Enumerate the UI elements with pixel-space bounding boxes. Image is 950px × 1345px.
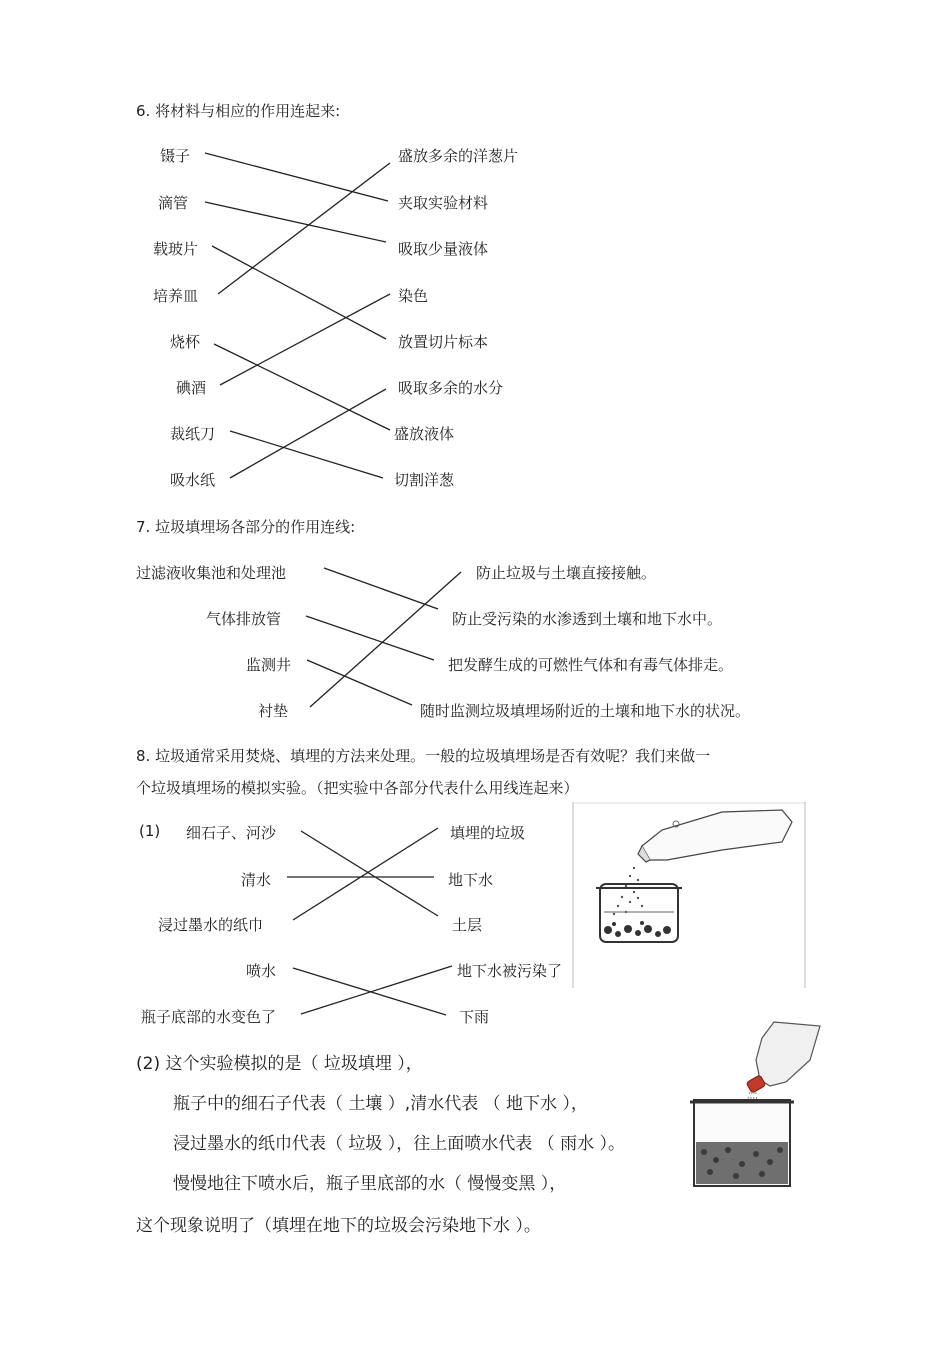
- q8-part1-label: (1): [139, 822, 161, 840]
- q7-left-1: 过滤液收集池和处理池: [136, 564, 287, 582]
- q8-answer-line1: (2) 这个实验模拟的是（ 垃圾填埋 ），: [136, 1054, 423, 1074]
- q7-line-3: [307, 660, 412, 705]
- q6-left-5: 烧杯: [170, 333, 201, 351]
- q6-right-2: 夹取实验材料: [398, 194, 489, 212]
- q7-line-1: [324, 568, 438, 609]
- q6-right-8: 切割洋葱: [394, 471, 455, 489]
- q8-line-5: [301, 966, 452, 1014]
- q6-line-5: [214, 344, 390, 430]
- q8-intro-line1: 8. 垃圾通常采用焚烧、填埋的方法来处理。一般的垃圾填埋场是否有效呢？我们来做一: [136, 747, 711, 765]
- q6-left-7: 裁纸刀: [170, 425, 216, 443]
- experiment-illustration-2: [690, 1020, 825, 1190]
- q7-right-3: 把发酵生成的可燃性气体和有毒气体排走。: [448, 656, 734, 674]
- q6-line-1: [205, 153, 388, 201]
- q6-left-1: 镊子: [160, 147, 191, 165]
- q6-line-2: [205, 202, 386, 242]
- q6-right-3: 吸取少量液体: [398, 240, 489, 258]
- q6-line-8: [230, 389, 386, 478]
- q8-right-3: 土层: [452, 916, 483, 934]
- q8-answer-line2: 瓶子中的细石子代表（ 土壤 ）,清水代表 （ 地下水 ），: [173, 1094, 588, 1114]
- q8-right-2: 地下水: [448, 871, 494, 889]
- experiment-illustration-1: [572, 802, 806, 988]
- q6-right-6: 吸取多余的水分: [398, 379, 504, 397]
- q6-right-1: 盛放多余的洋葱片: [398, 147, 519, 165]
- q8-left-4: 喷水: [246, 962, 277, 980]
- q6-left-6: 碘酒: [176, 379, 207, 397]
- q6-title: 6. 将材料与相应的作用连起来:: [136, 102, 341, 120]
- q8-right-4: 地下水被污染了: [457, 962, 563, 980]
- q6-line-6: [220, 294, 390, 385]
- q7-right-1: 防止垃圾与土壤直接接触。: [476, 564, 657, 582]
- q8-right-1: 填埋的垃圾: [450, 824, 526, 842]
- q6-left-3: 载玻片: [153, 240, 199, 258]
- q8-answer-line3: 浸过墨水的纸巾代表（ 垃圾 ），往上面喷水代表 （ 雨水 ）。: [173, 1134, 626, 1154]
- q6-left-2: 滴管: [158, 194, 189, 212]
- q8-left-3: 浸过墨水的纸巾: [158, 916, 264, 934]
- q7-left-3: 监测井: [246, 656, 292, 674]
- q7-left-2: 气体排放管: [206, 610, 282, 628]
- q6-right-5: 放置切片标本: [398, 333, 489, 351]
- bottle-container-drawing: [572, 802, 806, 988]
- spray-container-drawing: [690, 1020, 825, 1190]
- q7-line-4: [310, 572, 461, 707]
- q7-right-4: 随时监测垃圾填埋场附近的土壤和地下水的状况。: [420, 702, 751, 720]
- q6-line-4: [218, 163, 390, 294]
- q7-title: 7. 垃圾填埋场各部分的作用连线:: [136, 518, 356, 536]
- q8-line-3: [293, 828, 438, 920]
- q6-right-7: 盛放液体: [394, 425, 455, 443]
- q8-left-1: 细石子、河沙: [186, 824, 277, 842]
- q8-answer-line5: 这个现象说明了（填埋在地下的垃圾会污染地下水 ）。: [136, 1216, 541, 1236]
- q6-line-3: [212, 246, 386, 339]
- q6-left-8: 吸水纸: [170, 471, 216, 489]
- q7-right-2: 防止受污染的水渗透到土壤和地下水中。: [452, 610, 723, 628]
- q7-left-4: 衬垫: [258, 702, 289, 720]
- q6-right-4: 染色: [398, 287, 429, 305]
- q8-line-1: [301, 831, 438, 916]
- q8-intro-line2: 个垃圾填埋场的模拟实验。（把实验中各部分代表什么用线连起来）: [136, 779, 579, 797]
- q8-left-2: 清水: [241, 871, 272, 889]
- q6-line-7: [230, 431, 383, 478]
- q6-left-4: 培养皿: [153, 287, 199, 305]
- q8-left-5: 瓶子底部的水变色了: [141, 1008, 277, 1026]
- q8-right-5: 下雨: [459, 1008, 490, 1026]
- q8-answer-line4: 慢慢地往下喷水后，瓶子里底部的水（ 慢慢变黑 ），: [173, 1174, 567, 1194]
